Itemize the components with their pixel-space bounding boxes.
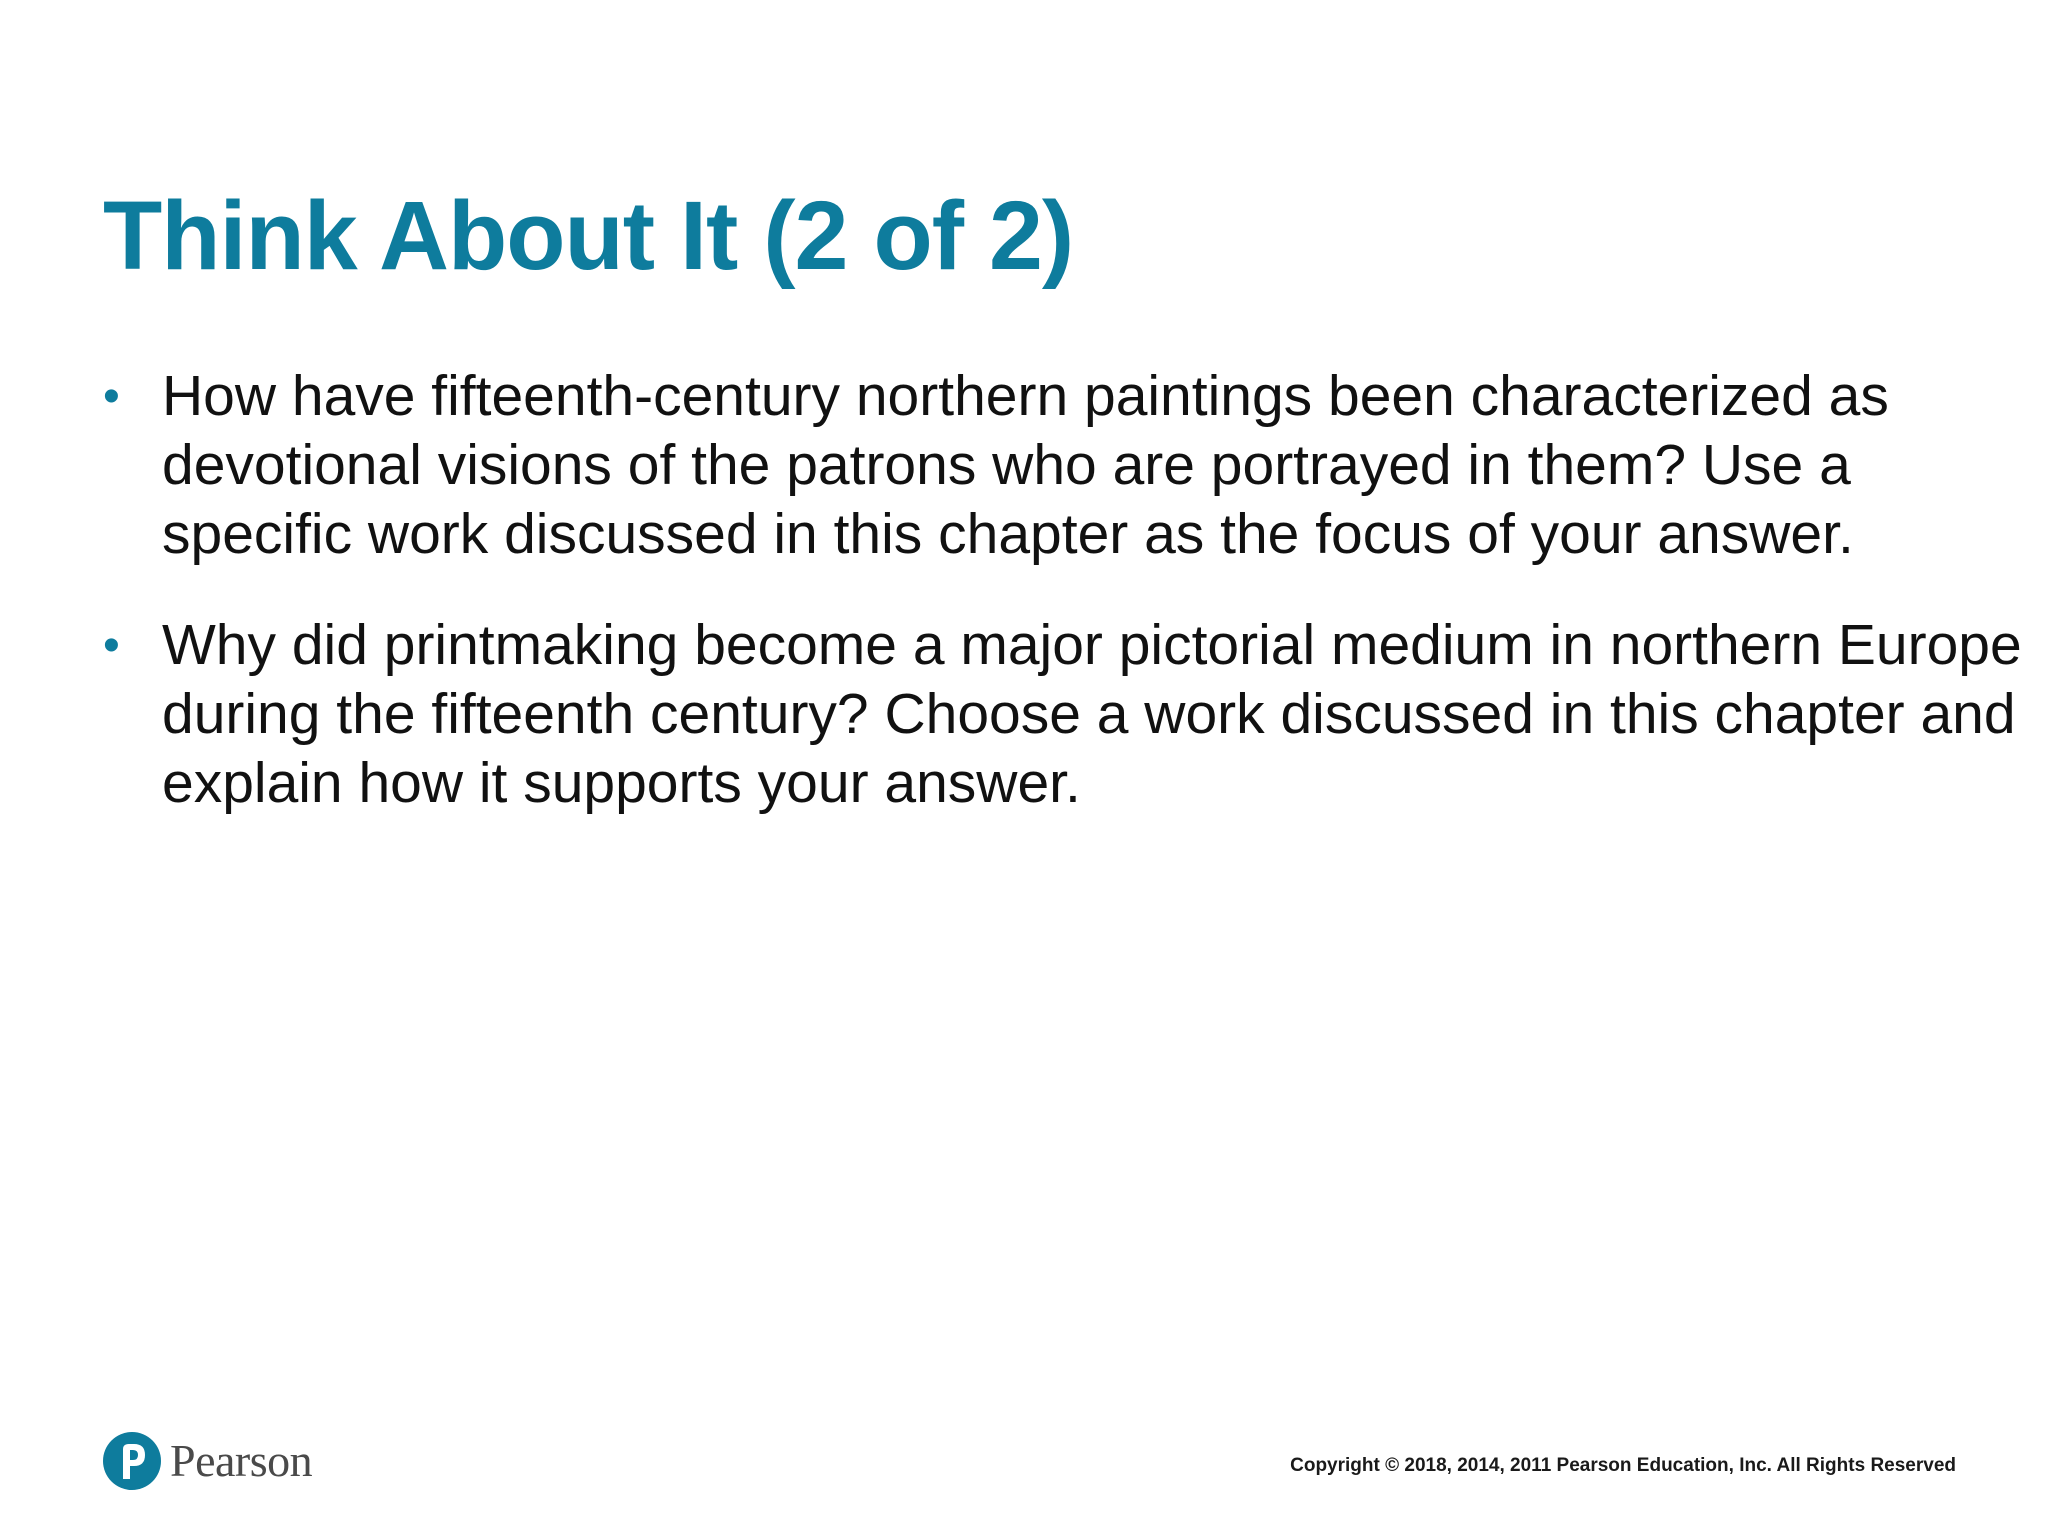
- bullet-item: [103, 362, 1973, 569]
- bullet-list: [103, 362, 2022, 860]
- bullet-text: How have fifteenth-century northern paintings been characterized as devotional visions of the patrons who are portrayed in them? Use a specific work discussed in this chapter as the focus of your answer.: [162, 364, 1889, 566]
- slide-title: Think About It (2 of 2): [103, 181, 1074, 290]
- bullet-marker: •: [103, 370, 120, 423]
- copyright-notice: Copyright © 2018, 2014, 2011 Pearson Education, Inc. All Rights Reserved: [1290, 1455, 1956, 1476]
- pearson-logo: [103, 1432, 312, 1490]
- logo-wordmark: Pearson: [170, 1435, 313, 1486]
- pearson-p-logo-icon: [103, 1432, 161, 1490]
- bullet-item: [103, 611, 2022, 818]
- bullet-marker: •: [103, 619, 120, 672]
- bullet-text: Why did printmaking become a major pictorial medium in northern Europe during the fifteenth century? Choose a work discussed in this chapter and explain how it supports your answer.: [162, 613, 2022, 815]
